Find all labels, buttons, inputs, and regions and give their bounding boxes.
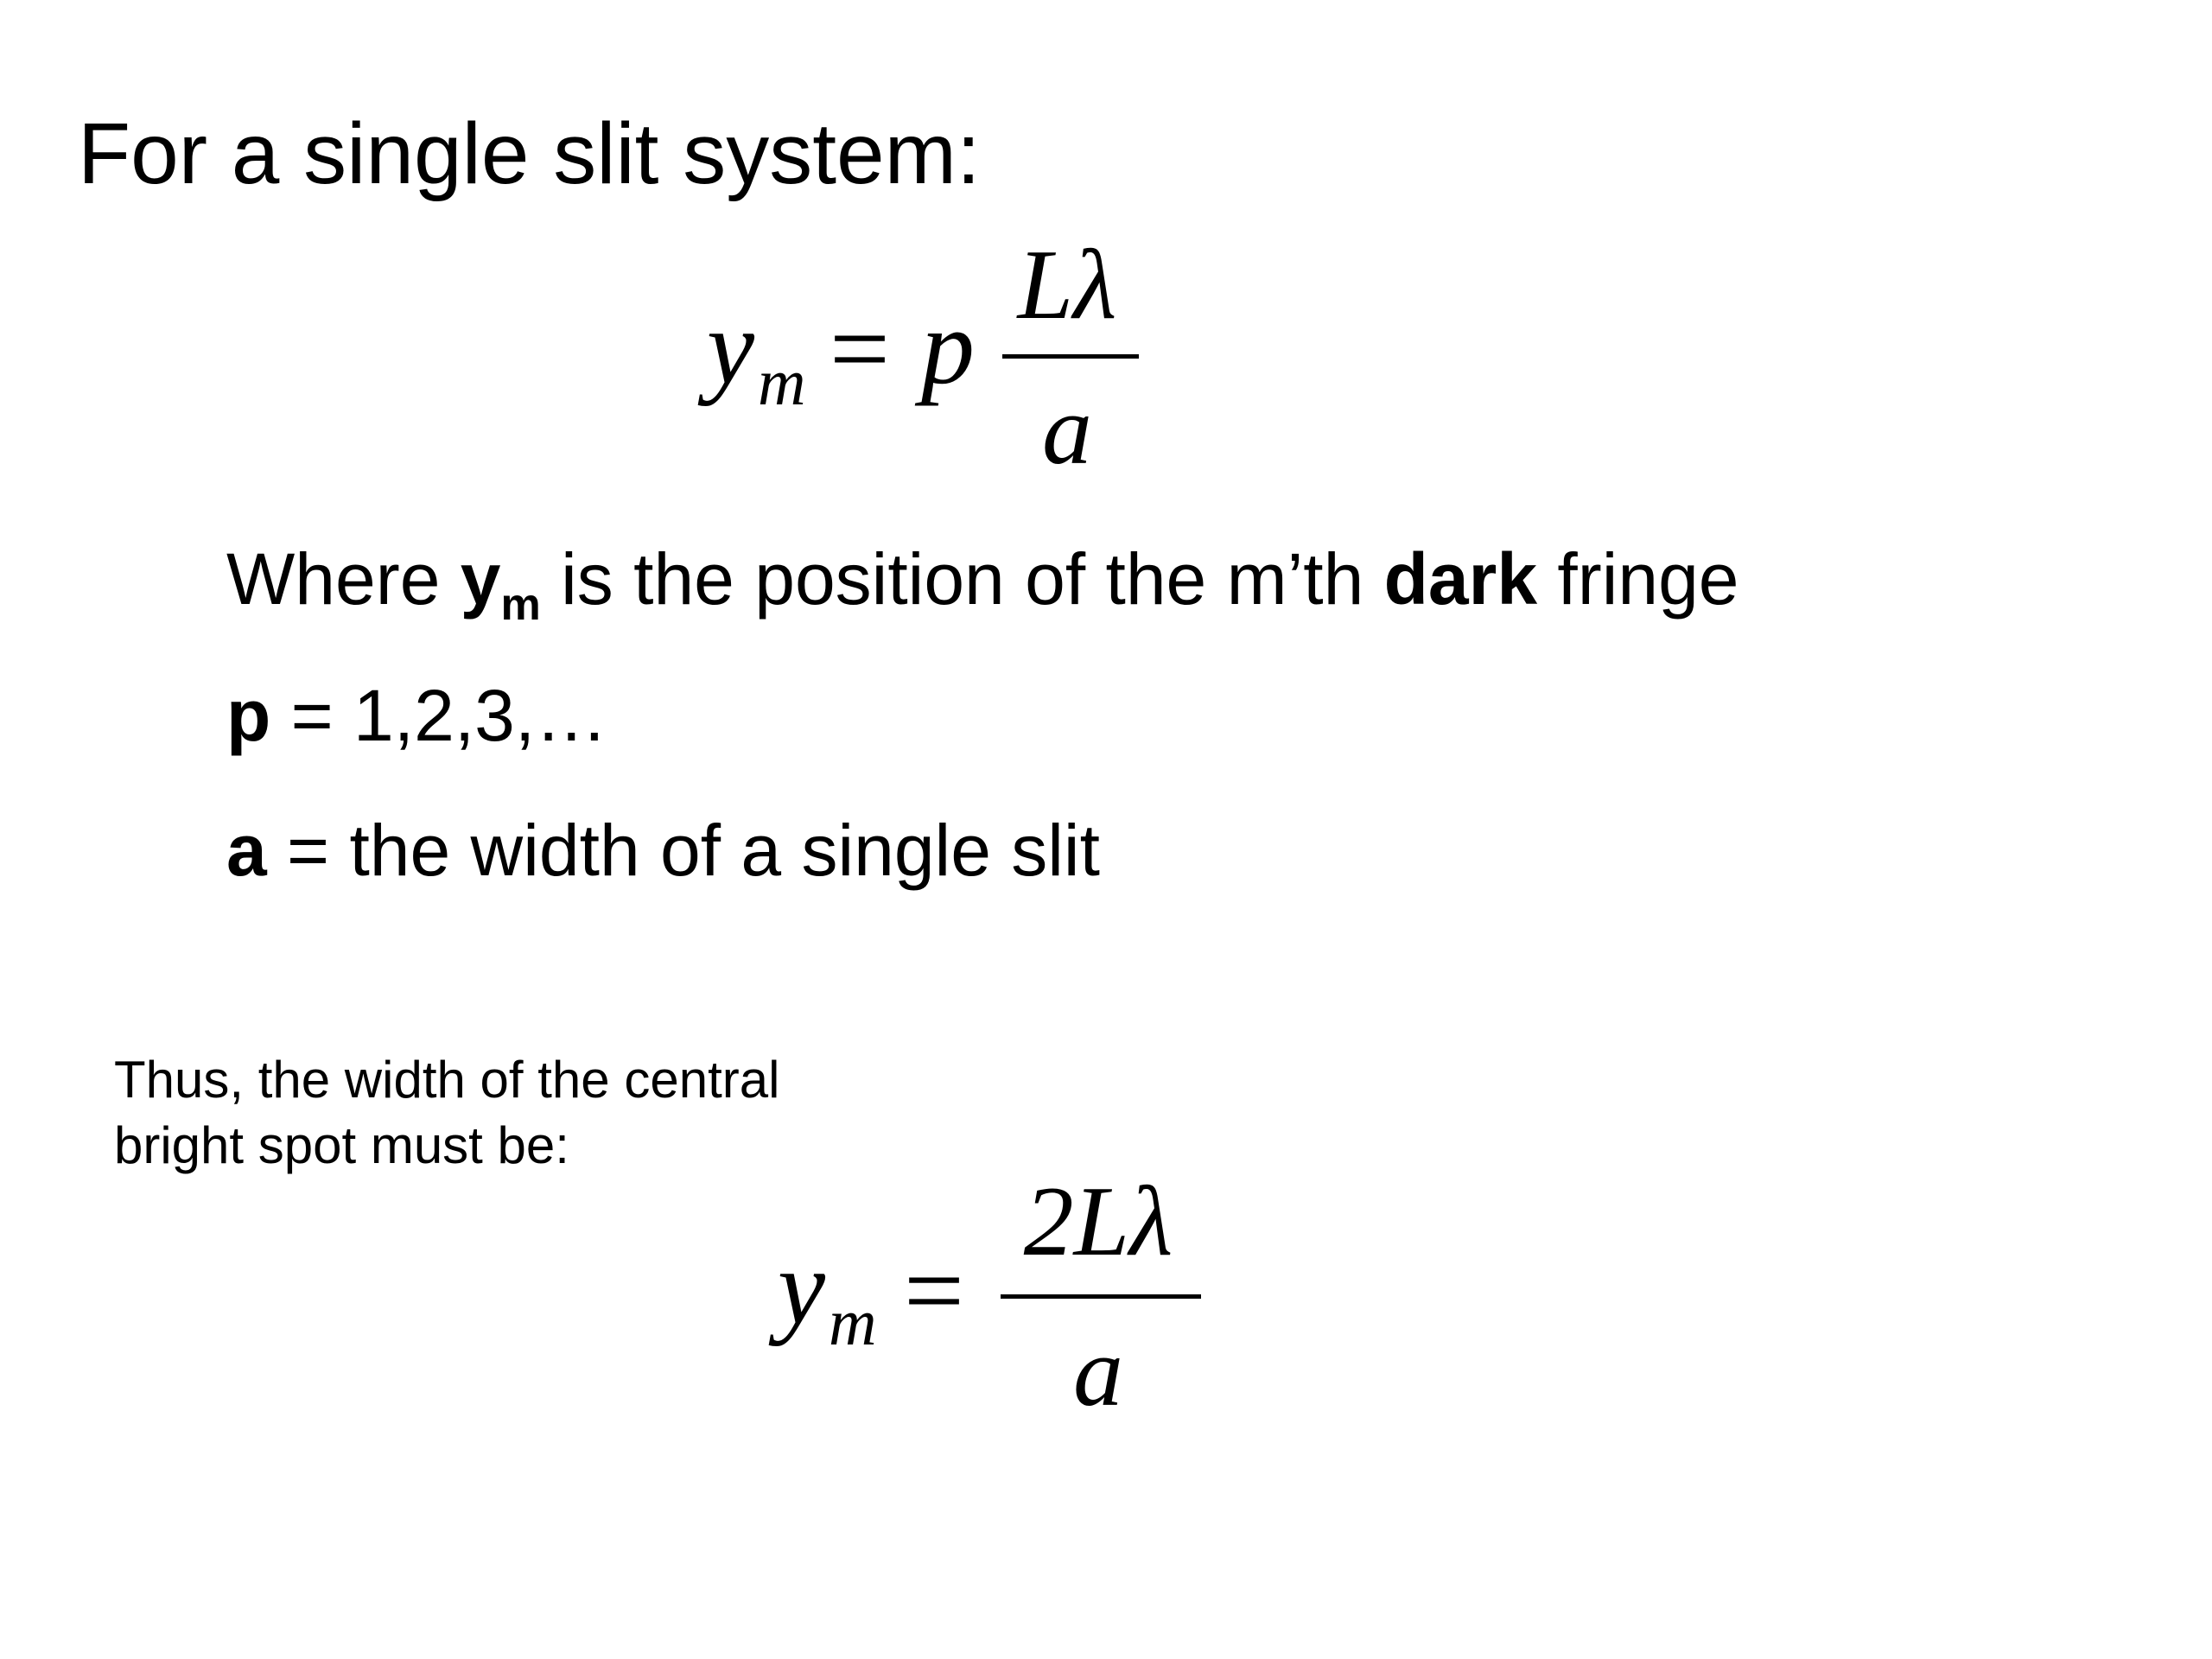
definition-ym-subscript: m bbox=[500, 580, 541, 631]
definition-a-text: = the width of a single slit bbox=[266, 810, 1100, 891]
conclusion-text: Thus, the width of the central bright spot must be: bbox=[114, 1051, 780, 1174]
definition-p-symbol: p bbox=[226, 675, 271, 756]
equation-2-lhs-symbol: y bbox=[778, 1228, 826, 1346]
equation-2-equals-sign: = bbox=[904, 1231, 964, 1350]
definition-ym-symbol: y bbox=[460, 538, 501, 620]
slide-title: For a single slit system: bbox=[78, 105, 981, 202]
definition-ym-suffix: fringe bbox=[1537, 538, 1739, 620]
equation-coefficient: p bbox=[921, 288, 975, 406]
equation-2-fraction-denominator: a bbox=[1073, 1317, 1123, 1427]
definition-ym-middle: is the position of the m’th bbox=[540, 538, 1384, 620]
equation-2-lhs bbox=[778, 1228, 877, 1359]
definition-ym-emphasis: dark bbox=[1383, 538, 1538, 620]
equation-lhs-symbol: y bbox=[707, 288, 755, 406]
equation-2-fraction-numerator: 2Lλ bbox=[1023, 1166, 1173, 1277]
equation-2-fraction-bar bbox=[1001, 1294, 1201, 1299]
fraction-denominator: a bbox=[1042, 375, 1092, 486]
fraction-numerator: Lλ bbox=[1017, 230, 1117, 340]
equals-sign: = bbox=[830, 289, 890, 408]
definition-p-text: = 1,2,3,… bbox=[270, 675, 608, 756]
definition-a-symbol: a bbox=[226, 810, 267, 891]
equation-2-lhs-subscript: m bbox=[829, 1285, 877, 1359]
definition-ym-prefix: Where bbox=[226, 538, 461, 620]
equation-lhs-subscript: m bbox=[758, 345, 806, 419]
